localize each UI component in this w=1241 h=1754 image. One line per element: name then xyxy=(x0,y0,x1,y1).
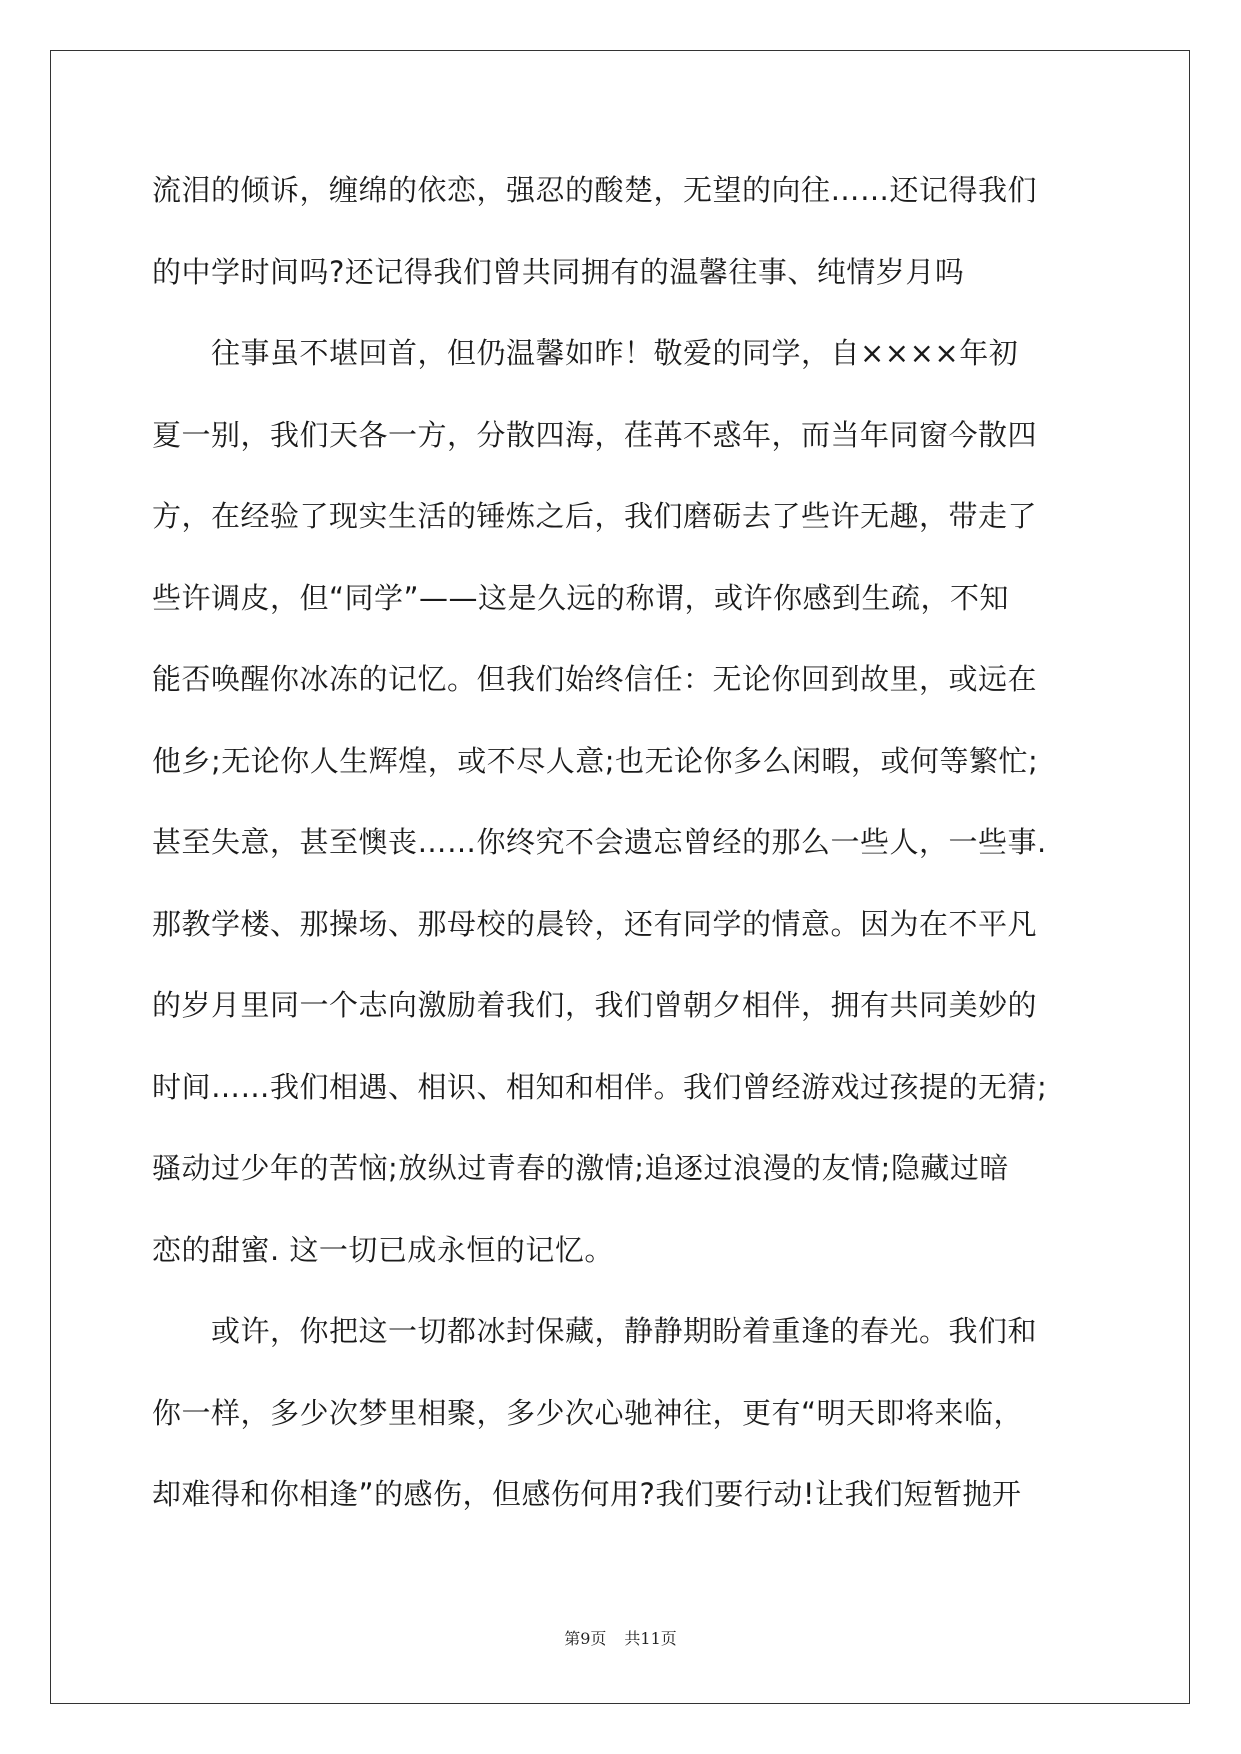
text-line: 骚动过少年的苦恼;放纵过青春的激情;追逐过浪漫的友情;隐藏过暗 xyxy=(152,1151,1009,1185)
page-number: 第9页 xyxy=(564,1629,607,1648)
text-line: 往事虽不堪回首，但仍温馨如昨！敬爱的同学，自××××年初 xyxy=(152,336,1019,370)
text-line: 方，在经验了现实生活的锤炼之后，我们磨砺去了些许无趣，带走了 xyxy=(152,499,1038,533)
text-line: 些许调皮，但“同学”——这是久远的称谓，或许你感到生疏，不知 xyxy=(152,580,1010,615)
text-line: 那教学楼、那操场、那母校的晨铃，还有同学的情意。因为在不平凡 xyxy=(152,906,1038,941)
text-line: 流泪的倾诉，缠绵的依恋，强忍的酸楚，无望的向往……还记得我们 xyxy=(152,173,1038,207)
text-line: 时间……我们相遇、相识、相知和相伴。我们曾经游戏过孩提的无猜; xyxy=(152,1069,1048,1104)
document-body xyxy=(152,150,1092,1536)
text-line: 或许，你把这一切都冰封保藏，静静期盼着重逢的春光。我们和 xyxy=(152,1314,1038,1348)
text-line: 的中学时间吗?还记得我们曾共同拥有的温馨往事、纯情岁月吗 xyxy=(152,254,965,289)
text-line: 甚至失意，甚至懊丧……你终究不会遗忘曾经的那么一些人，一些事. xyxy=(152,825,1047,859)
page-footer xyxy=(0,1626,1241,1649)
text-line: 恋的甜蜜. 这一切已成永恒的记忆。 xyxy=(152,1232,614,1267)
text-line: 却难得和你相逢”的感伤，但感伤何用?我们要行动!让我们短暂抛开 xyxy=(152,1477,1022,1511)
text-line: 他乡;无论你人生辉煌，或不尽人意;也无论你多么闲暇，或何等繁忙; xyxy=(152,743,1039,778)
text-line: 夏一别，我们天各一方，分散四海，荏苒不惑年，而当年同窗今散四 xyxy=(152,417,1038,452)
text-line: 的岁月里同一个志向激励着我们，我们曾朝夕相伴，拥有共同美妙的 xyxy=(152,988,1038,1022)
text-line: 你一样，多少次梦里相聚，多少次心驰神往，更有“明天即将来临， xyxy=(152,1395,1024,1430)
text-line: 能否唤醒你冰冻的记忆。但我们始终信任：无论你回到故里，或远在 xyxy=(152,662,1038,696)
page-total: 共11页 xyxy=(624,1629,677,1648)
